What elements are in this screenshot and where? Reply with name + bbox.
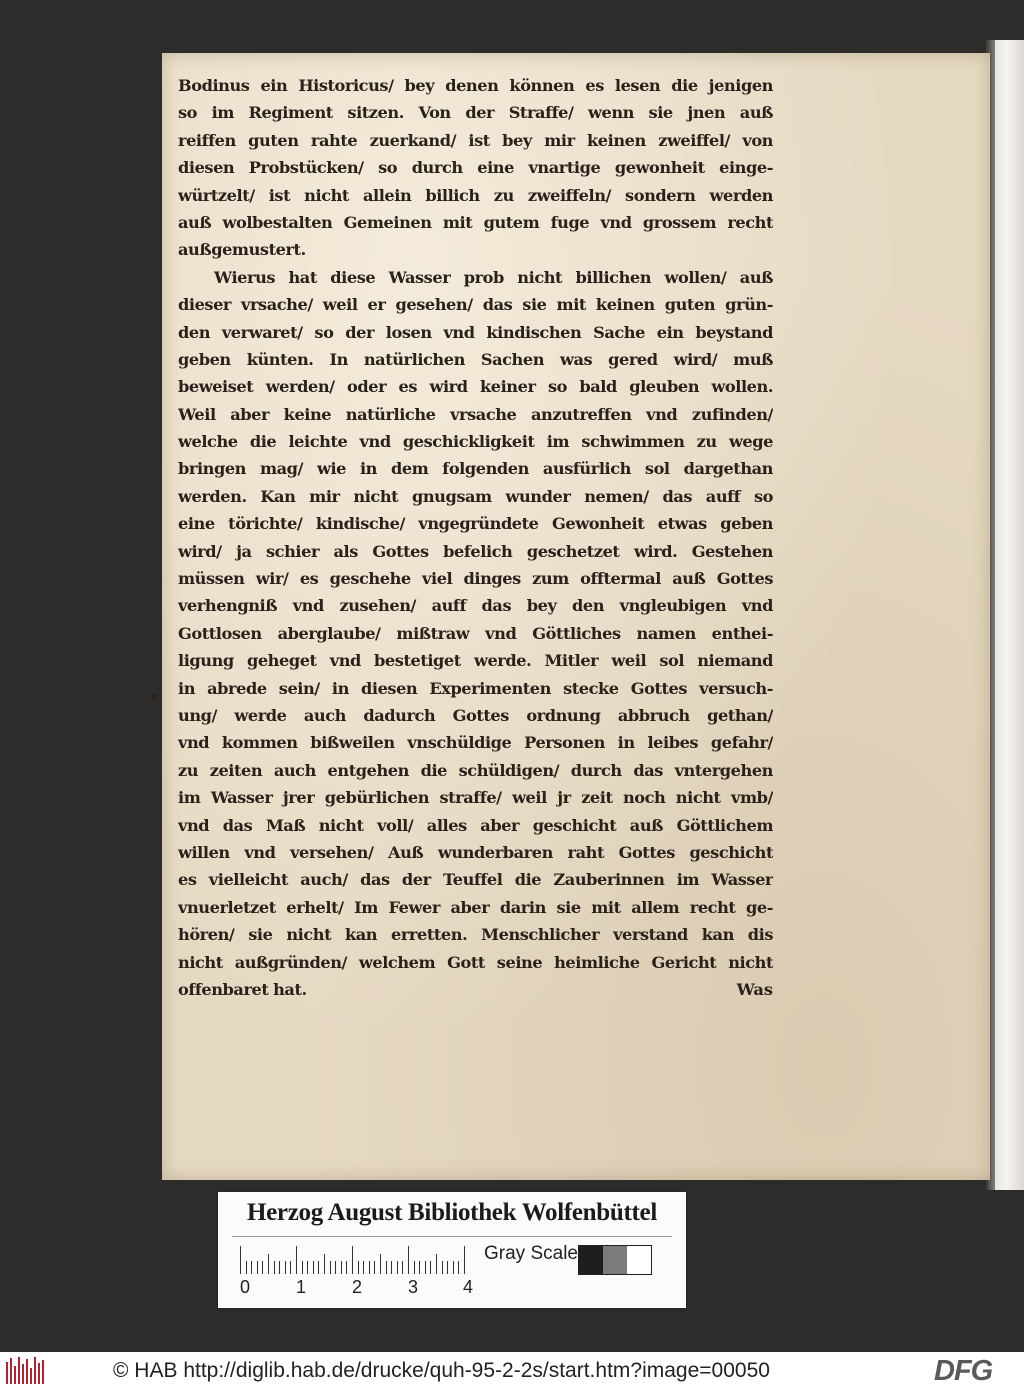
ruler-tick bbox=[335, 1261, 336, 1274]
logo-bar bbox=[18, 1357, 20, 1384]
ruler-tick bbox=[330, 1261, 331, 1274]
last-line-row bbox=[178, 976, 773, 1003]
catchword: Was bbox=[736, 979, 773, 999]
board-edge bbox=[995, 40, 1024, 1190]
logo-bar bbox=[42, 1360, 44, 1384]
text-line: Gottlosen aberglaube/ mißtraw vnd Göttliches namen enthei- bbox=[178, 623, 773, 643]
text-line: eine törichte/ kindische/ vngegründete Gewonheit etwas geben bbox=[178, 514, 773, 534]
ruler-number: 4 bbox=[463, 1277, 474, 1297]
grayscale-bar bbox=[578, 1245, 652, 1275]
ruler-tick bbox=[380, 1254, 381, 1274]
text-line: vnd das Maß nicht voll/ alles aber geschicht auß Göttlichem bbox=[178, 815, 773, 835]
ruler-tick bbox=[290, 1261, 291, 1274]
ruler-tick bbox=[374, 1261, 375, 1274]
text-line: werden. Kan mir nicht gnugsam wunder nemen/ das auff so bbox=[178, 486, 773, 506]
ruler-tick bbox=[352, 1246, 353, 1274]
ruler-number: 0 bbox=[240, 1277, 251, 1297]
grayscale-swatch bbox=[627, 1246, 651, 1274]
text-line: zu zeiten auch entgehen die schüldigen/ durch das vntergehen bbox=[178, 760, 773, 780]
text-line: Bodinus ein Historicus/ bey denen können es lesen die jenigen bbox=[178, 76, 773, 95]
ruler-tick bbox=[274, 1261, 275, 1274]
ruler-tick bbox=[408, 1246, 409, 1274]
ruler-tick bbox=[279, 1261, 280, 1274]
logo-bar bbox=[38, 1363, 40, 1384]
ruler-tick bbox=[307, 1261, 308, 1274]
text-line: es vielleicht auch/ das der Teuffel die Zauberinnen im Wasser bbox=[178, 870, 773, 890]
ruler-tick bbox=[240, 1246, 241, 1274]
text-line: vnd kommen bißweilen vnschüldige Personen in leibes gefahr/ bbox=[178, 733, 773, 753]
text-line: vnuerletzet erhelt/ Im Fewer aber darin sie mit allem recht ge- bbox=[178, 897, 773, 917]
text-line: in abrede sein/ in diesen Experimenten stecke Gottes versuch- bbox=[178, 678, 773, 698]
logo-bar bbox=[22, 1364, 24, 1384]
copyright-url[interactable]: © HAB http://diglib.hab.de/drucke/quh-95-2-2s/start.htm?image=00050 bbox=[113, 1359, 770, 1382]
grayscale-swatch bbox=[603, 1246, 627, 1274]
text-line: welche die leichte vnd geschickligkeit im schwimmen zu wege bbox=[178, 432, 773, 452]
ruler-tick bbox=[430, 1261, 431, 1274]
library-name: Herzog August Bibliothek Wolfenbüttel bbox=[246, 1199, 657, 1226]
ruler-tick bbox=[302, 1261, 303, 1274]
ruler-tick bbox=[346, 1261, 347, 1274]
logo-bar bbox=[6, 1362, 8, 1384]
logo-bar bbox=[26, 1359, 28, 1384]
text-line: geben künten. In natürlichen Sachen was gered wird/ muß bbox=[178, 349, 773, 369]
logo-bar bbox=[30, 1368, 32, 1384]
page-text bbox=[178, 72, 773, 1003]
ruler-tick bbox=[358, 1261, 359, 1274]
footer-bar bbox=[0, 1352, 1024, 1390]
text-line: dieser vrsache/ weil er gesehen/ das sie mit keinen guten grün- bbox=[178, 295, 773, 315]
card-divider bbox=[232, 1236, 672, 1237]
text-line: außgemustert. bbox=[178, 240, 306, 260]
text-line: offenbaret hat. bbox=[178, 979, 307, 999]
ruler-tick bbox=[251, 1261, 252, 1274]
text-line: reiffen guten rahte zuerkand/ ist bey mir keinen zweiffel/ von bbox=[178, 130, 773, 150]
ruler-number: 2 bbox=[352, 1277, 363, 1297]
ruler-tick bbox=[402, 1261, 403, 1274]
ruler-number: 1 bbox=[296, 1277, 307, 1297]
text-line: müssen wir/ es geschehe viel dinges zum offtermal auß Gottes bbox=[178, 569, 773, 589]
ruler-tick bbox=[318, 1261, 319, 1274]
library-card bbox=[218, 1192, 686, 1308]
ruler-tick bbox=[296, 1246, 297, 1274]
text-line: hören/ sie nicht kan erretten. Menschlicher verstand kan dis bbox=[178, 925, 773, 945]
ruler-scale bbox=[240, 1244, 470, 1274]
ruler-tick bbox=[414, 1261, 415, 1274]
text-line: diesen Probstücken/ so durch eine vnartige gewonheit einge- bbox=[178, 158, 773, 178]
dfg-logo-icon: DFG bbox=[934, 1355, 993, 1387]
ruler-tick bbox=[369, 1261, 370, 1274]
ruler-tick bbox=[313, 1261, 314, 1274]
text-line: würtzelt/ ist nicht allein billich zu zweiffeln/ sondern werden bbox=[178, 185, 773, 205]
ruler-tick bbox=[458, 1261, 459, 1274]
ruler-tick bbox=[447, 1261, 448, 1274]
ruler-tick bbox=[442, 1261, 443, 1274]
ruler-tick bbox=[363, 1261, 364, 1274]
ruler-number: 3 bbox=[408, 1277, 419, 1297]
text-line: auß wolbestalten Gemeinen mit gutem fuge vnd grossem recht bbox=[178, 212, 773, 232]
ruler-tick bbox=[257, 1261, 258, 1274]
logo-bar bbox=[10, 1358, 12, 1384]
ruler-tick bbox=[436, 1254, 437, 1274]
text-line: willen vnd versehen/ Auß wunderbaren raht Gottes geschicht bbox=[178, 842, 773, 862]
ruler-tick bbox=[285, 1261, 286, 1274]
ink-spot bbox=[151, 694, 157, 699]
grayscale-label: Gray Scale bbox=[484, 1243, 578, 1264]
ruler-tick bbox=[397, 1261, 398, 1274]
ruler-tick bbox=[268, 1254, 269, 1274]
ruler-tick bbox=[391, 1261, 392, 1274]
text-line: im Wasser jrer gebürlichen straffe/ weil jr zeit noch nicht vmb/ bbox=[178, 788, 773, 808]
logo-bar bbox=[14, 1366, 16, 1384]
text-line: wird/ ja schier als Gottes befelich geschetzet wird. Gestehen bbox=[178, 541, 773, 561]
ruler-tick bbox=[464, 1246, 465, 1274]
text-line: nicht außgründen/ welchem Gott seine heimliche Gericht nicht bbox=[178, 952, 773, 972]
text-line: verhengniß vnd zusehen/ auff das bey den vngleubigen vnd bbox=[178, 596, 773, 616]
hab-barcode-logo-icon bbox=[6, 1357, 46, 1384]
text-line: ligung geheget vnd bestetiget werde. Mitler weil sol niemand bbox=[178, 651, 773, 671]
logo-bar bbox=[34, 1357, 36, 1384]
text-line: so im Regiment sitzen. Von der Straffe/ wenn sie jnen auß bbox=[178, 103, 773, 123]
ruler-tick bbox=[324, 1254, 325, 1274]
ruler-tick bbox=[453, 1261, 454, 1274]
text-line: beweiset werden/ oder es wird keiner so bald gleuben wollen. bbox=[178, 377, 773, 397]
text-line: Wierus hat diese Wasser prob nicht billichen wollen/ auß bbox=[214, 267, 773, 287]
ruler-tick bbox=[386, 1261, 387, 1274]
text-line: Weil aber keine natürliche vrsache anzutreffen vnd zufinden/ bbox=[178, 404, 773, 424]
text-line: bringen mag/ wie in dem folgenden ausfürlich sol dargethan bbox=[178, 459, 773, 479]
text-line: den verwaret/ so der losen vnd kindischen Sache ein beystand bbox=[178, 322, 773, 342]
ruler-tick bbox=[425, 1261, 426, 1274]
grayscale-swatch bbox=[579, 1246, 603, 1274]
ruler-tick bbox=[341, 1261, 342, 1274]
ruler-tick bbox=[419, 1261, 420, 1274]
ruler-tick bbox=[262, 1261, 263, 1274]
ruler-tick bbox=[246, 1261, 247, 1274]
text-line: ung/ werde auch dadurch Gottes ordnung abbruch gethan/ bbox=[178, 705, 773, 725]
